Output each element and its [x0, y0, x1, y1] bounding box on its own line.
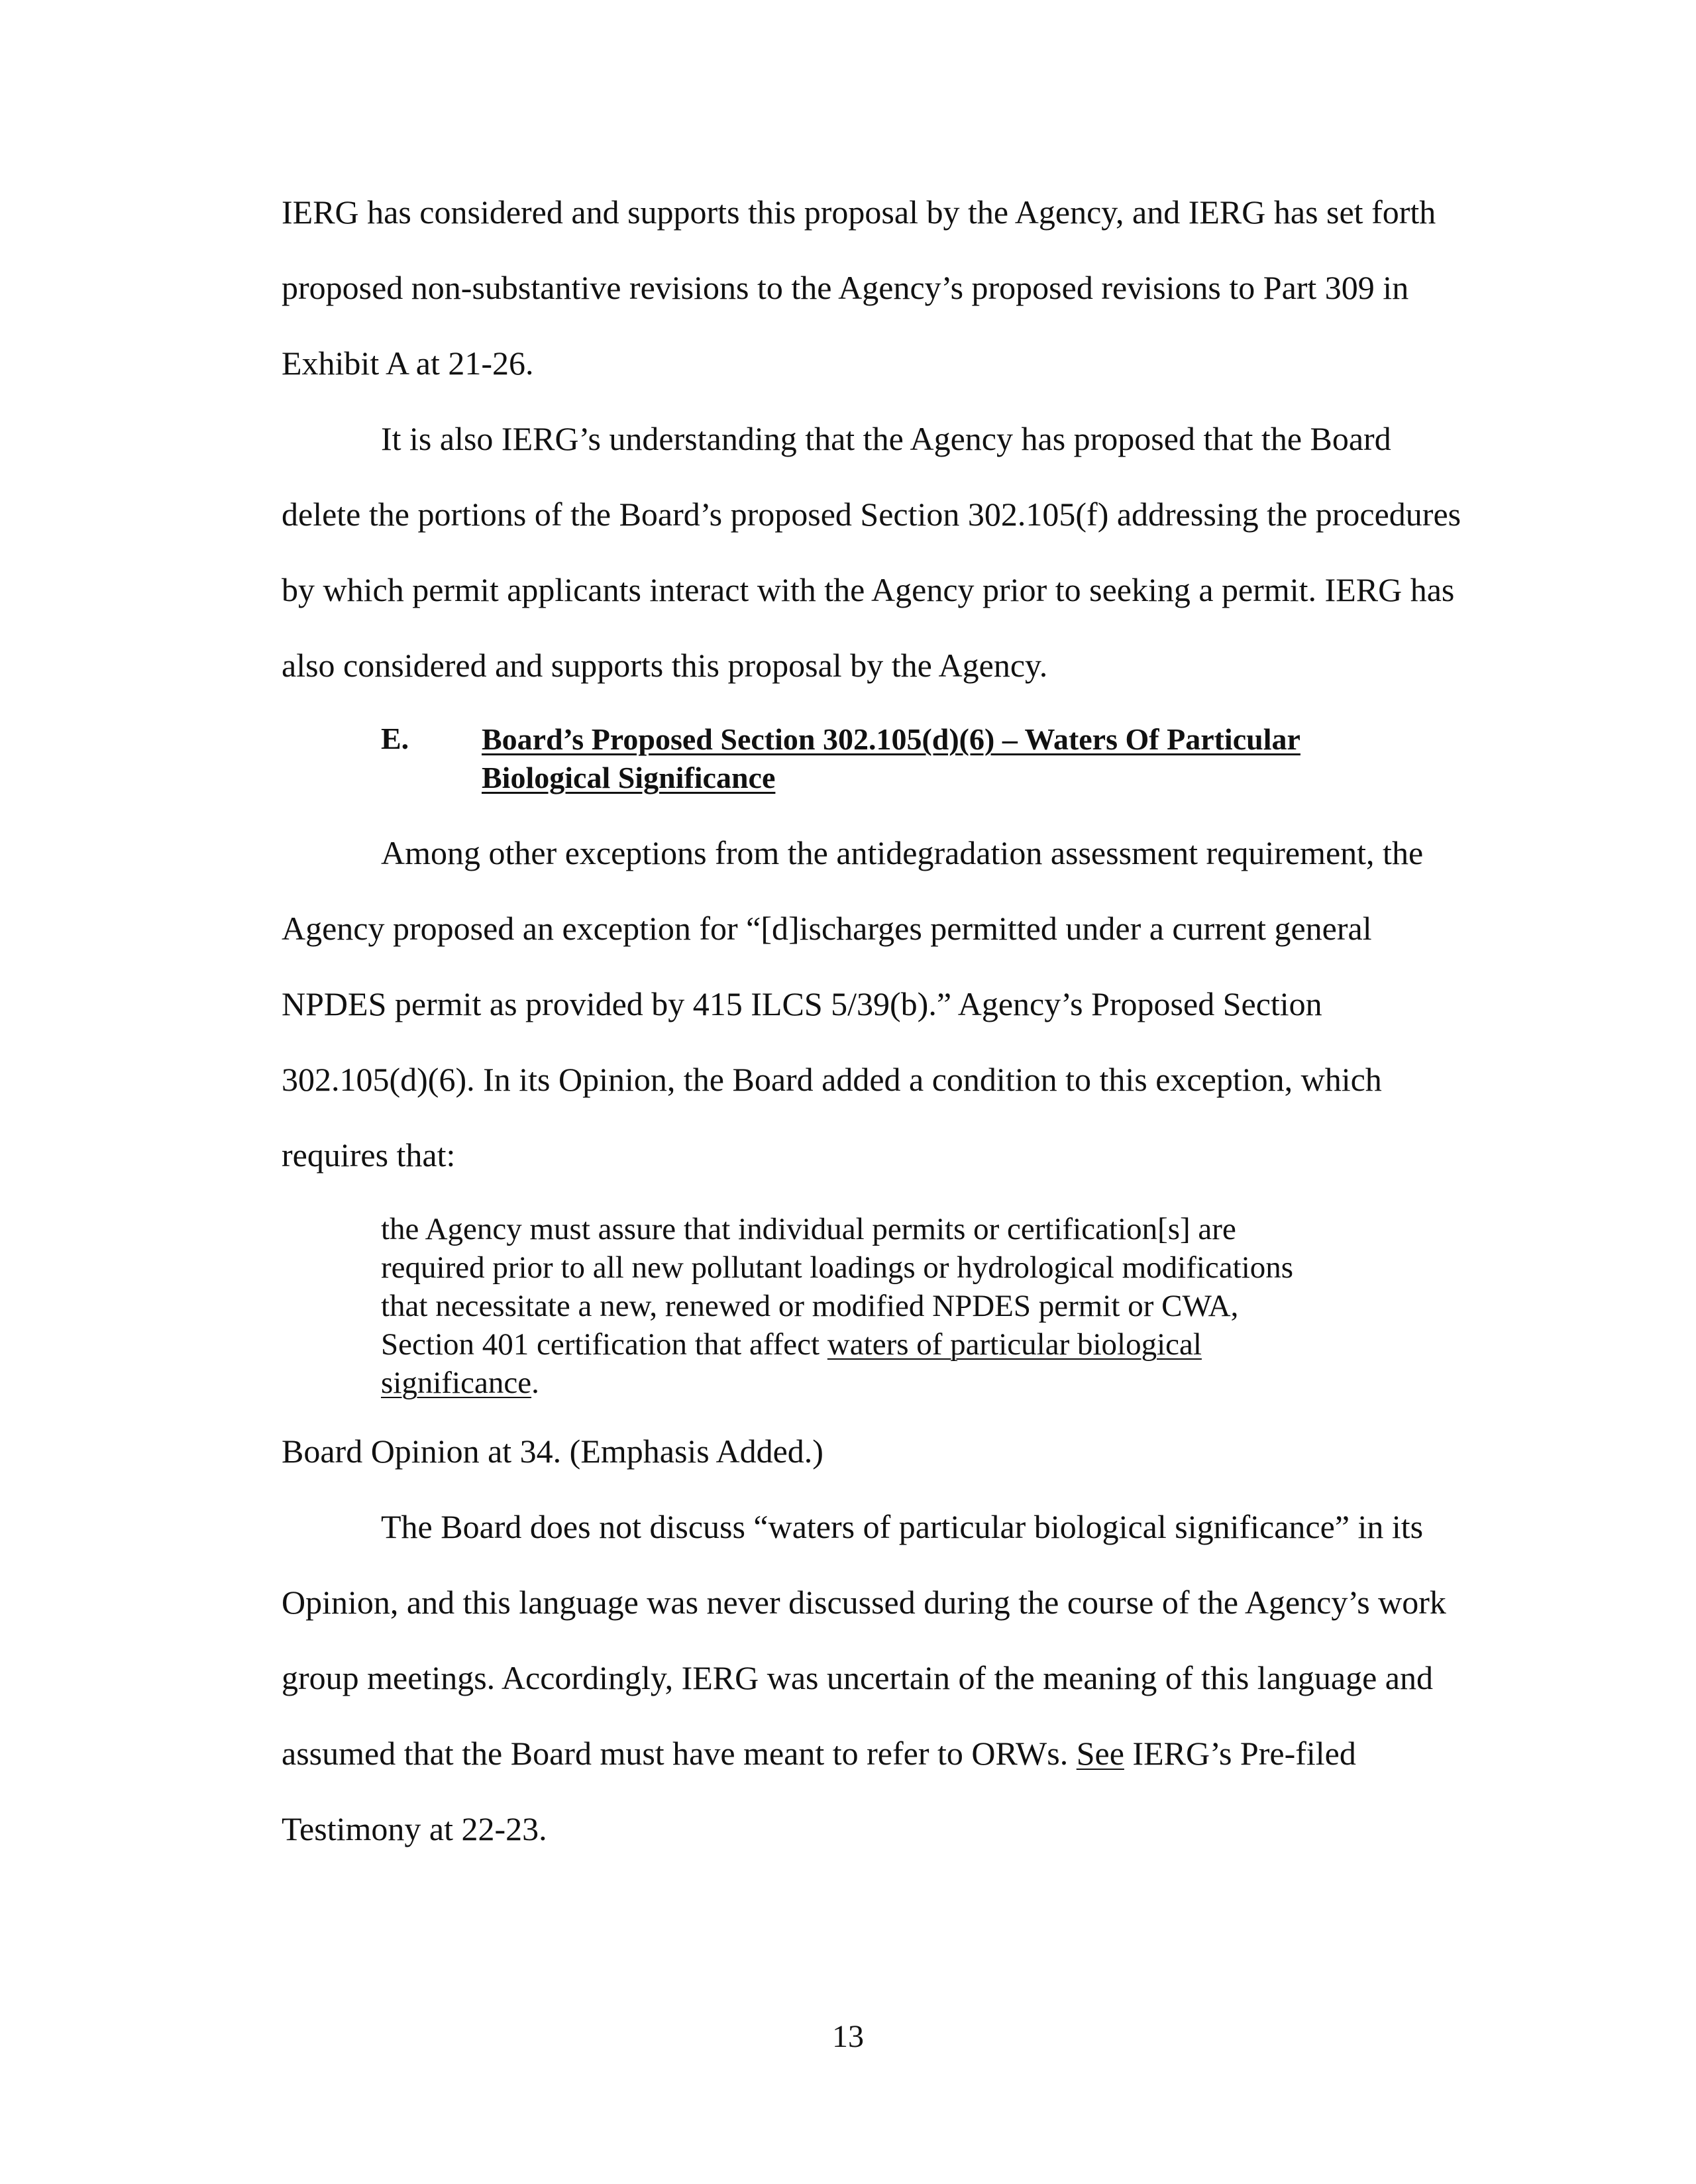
block-quote-line — [381, 1364, 539, 1402]
quote-text: Section 401 certification that affect — [381, 1327, 827, 1362]
paragraph-line: It is also IERG’s understanding that the Agency has proposed that the Board — [381, 420, 1391, 457]
paragraph-line: requires that: — [282, 1136, 456, 1174]
section-letter: E. — [381, 722, 409, 755]
paragraph-line: Among other exceptions from the antidegradation assessment requirement, the — [381, 834, 1424, 871]
paragraph-text: IERG’s Pre-filed — [1124, 1735, 1356, 1772]
block-quote-line — [381, 1325, 1202, 1364]
emphasized-text: waters of particular biological — [827, 1327, 1202, 1362]
block-quote-line: the Agency must assure that individual permits or certification[s] are — [381, 1212, 1236, 1246]
paragraph-line: NPDES permit as provided by 415 ILCS 5/39(b).” Agency’s Proposed Section — [282, 985, 1322, 1022]
citation-line: Board Opinion at 34. (Emphasis Added.) — [282, 1433, 823, 1470]
paragraph-line: delete the portions of the Board’s proposed Section 302.105(f) addressing the procedures — [282, 496, 1461, 533]
paragraph-line: also considered and supports this proposal by the Agency. — [282, 647, 1048, 684]
paragraph-text: assumed that the Board must have meant to refer to ORWs. — [282, 1735, 1077, 1772]
paragraph-line: proposed non-substantive revisions to the Agency’s proposed revisions to Part 309 in — [282, 269, 1409, 306]
see-signal: See — [1076, 1735, 1124, 1772]
quote-text: . — [531, 1366, 539, 1400]
paragraph-line — [282, 1735, 1356, 1772]
section-heading: Board’s Proposed Section 302.105(d)(6) – Waters Of Particular — [482, 722, 1300, 756]
paragraph-line: group meetings. Accordingly, IERG was uncertain of the meaning of this language and — [282, 1659, 1433, 1696]
emphasized-text: significance — [381, 1366, 532, 1400]
block-quote-line: required prior to all new pollutant loadings or hydrological modifications — [381, 1250, 1294, 1285]
paragraph-line: Testimony at 22-23. — [282, 1810, 547, 1847]
paragraph-line: Opinion, and this language was never discussed during the course of the Agency’s work — [282, 1584, 1446, 1621]
paragraph-line: 302.105(d)(6). In its Opinion, the Board added a condition to this exception, which — [282, 1061, 1382, 1098]
page-number: 13 — [832, 2019, 864, 2054]
paragraph-line: The Board does not discuss “waters of particular biological significance” in its — [381, 1508, 1424, 1545]
paragraph-line: by which permit applicants interact with the Agency prior to seeking a permit. IERG has — [282, 571, 1455, 608]
block-quote-line: that necessitate a new, renewed or modified NPDES permit or CWA, — [381, 1289, 1239, 1323]
paragraph-line: Exhibit A at 21-26. — [282, 345, 534, 382]
section-heading: Biological Significance — [482, 761, 776, 794]
paragraph-line: Agency proposed an exception for “[d]ischarges permitted under a current general — [282, 910, 1372, 947]
paragraph-line: IERG has considered and supports this proposal by the Agency, and IERG has set forth — [282, 193, 1436, 231]
